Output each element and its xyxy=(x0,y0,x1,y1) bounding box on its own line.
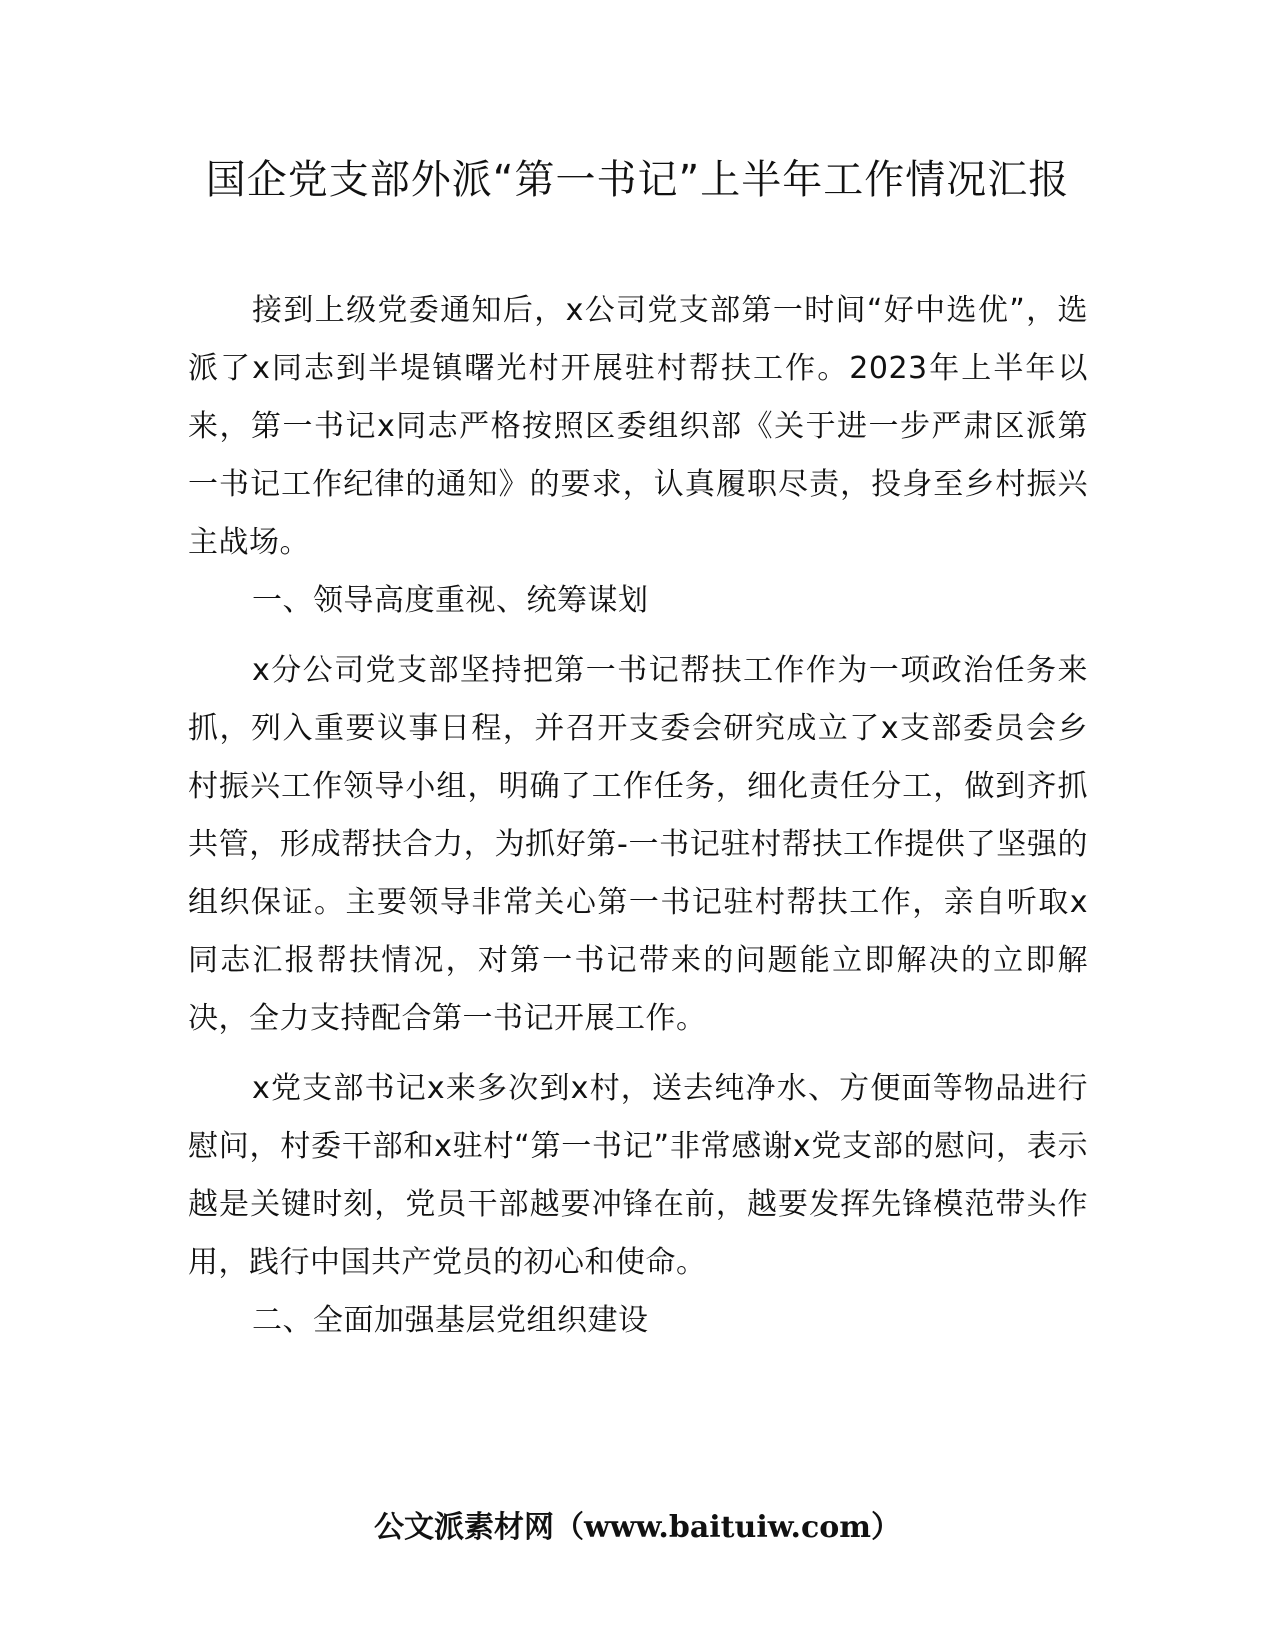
section-2-heading: 二、全面加强基层党组织建设 xyxy=(252,1303,649,1338)
section-1-paragraph-1: x分公司党支部坚持把第一书记帮扶工作作为一项政治任务来抓，列入重要议事日程，并召开支委会研究成立了x支部委员会乡村振兴工作领导小组，明确了工作任务，细化责任分工，做到齐抓共管，形成帮扶合力，为抓好第-一书记驻村帮扶工作提供了坚强的组织保证。主要领导非常关心第一书记驻村帮扶工作，亲自听取x同志汇报帮扶情况，对第一书记带来的问题能立即解决的立即解决，全力支持配合第一书记开展工作。 xyxy=(188,653,1088,1036)
section-1-paragraph-2: x党支部书记x来多次到x村，送去纯净水、方便面等物品进行慰问，村委干部和x驻村“第一书记”非常感谢x党支部的慰问，表示越是关键时刻，党员干部越要冲锋在前，越要发挥先锋模范带头作用，践行中国共产党员的初心和使命。 xyxy=(188,1071,1088,1280)
section-1-heading: 一、领导高度重视、统筹谋划 xyxy=(252,583,649,618)
document-body xyxy=(188,282,1088,1350)
document-title: 国企党支部外派“第一书记”上半年工作情况汇报 xyxy=(205,157,1070,203)
footer-watermark: 公文派素材网（www.baituiw.com） xyxy=(373,1510,902,1545)
intro-paragraph: 接到上级党委通知后，x公司党支部第一时间“好中选优”，选派了x同志到半堤镇曙光村开展驻村帮扶工作。2023年上半年以来，第一书记x同志严格按照区委组织部《关于进一步严肃区派第一书记工作纪律的通知》的要求，认真履职尽责，投身至乡村振兴主战场。 xyxy=(188,293,1088,560)
